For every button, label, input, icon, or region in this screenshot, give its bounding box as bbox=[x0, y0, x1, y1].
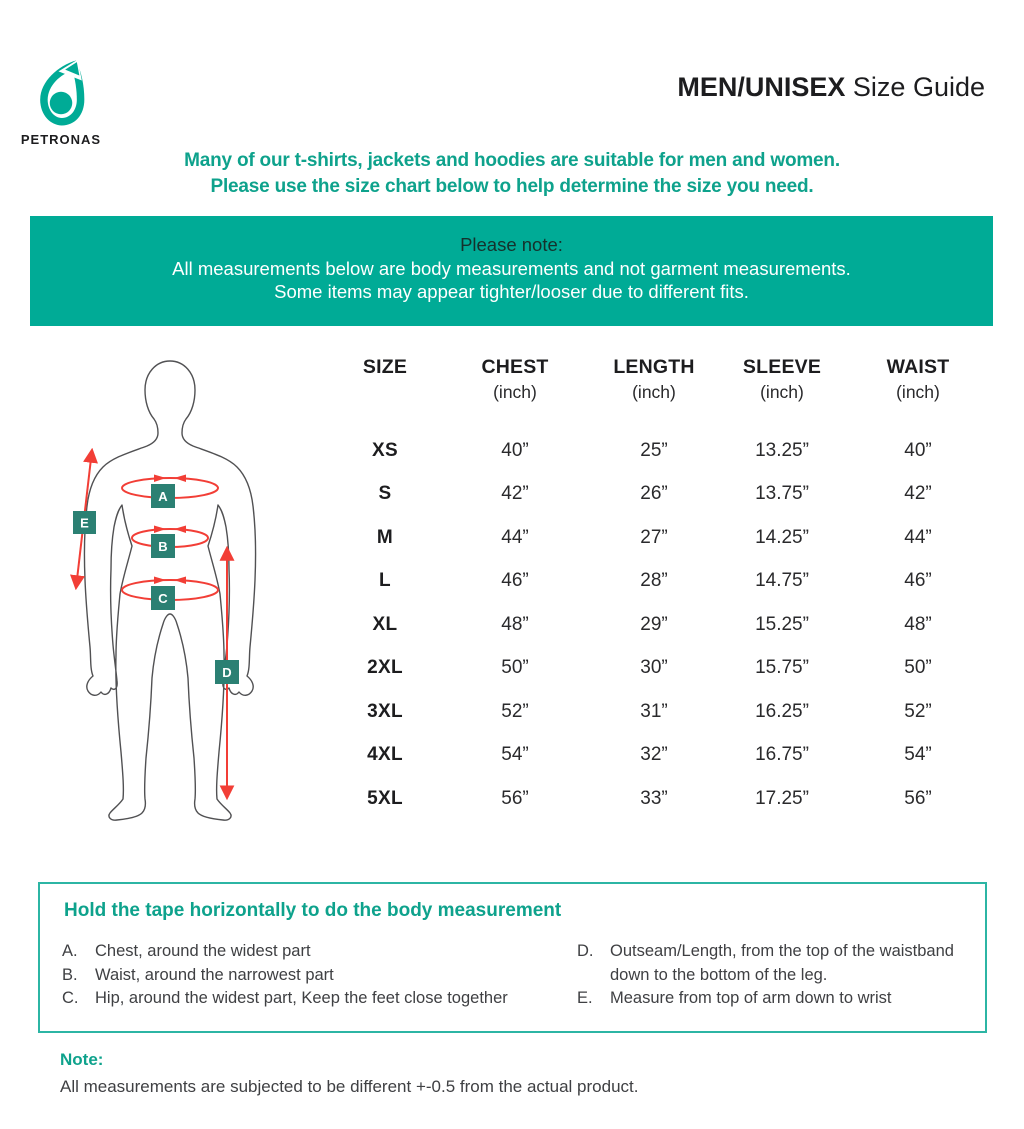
size-cell: 2XL bbox=[367, 657, 403, 679]
page-title bbox=[677, 72, 985, 103]
sleeve-cell: 15.25” bbox=[755, 613, 809, 635]
header-length: LENGTH (inch) bbox=[613, 356, 695, 402]
size-cell: 3XL bbox=[367, 700, 403, 722]
instructions-left-column bbox=[62, 940, 542, 1011]
instruction-item-c: C. Hip, around the widest part, Keep the feet close together bbox=[62, 989, 508, 1007]
length-cell: 27” bbox=[640, 526, 668, 548]
intro-line-2: Please use the size chart below to help determine the size you need. bbox=[210, 176, 814, 197]
length-cell: 25” bbox=[640, 439, 668, 461]
table-row bbox=[330, 560, 990, 604]
instruction-item-b: B. Waist, around the narrowest part bbox=[62, 965, 334, 984]
banner-line-2: Some items may appear tighter/looser due to different fits. bbox=[274, 281, 749, 302]
header-sleeve: SLEEVE (inch) bbox=[742, 356, 822, 402]
instructions-title: Hold the tape horizontally to do the body measurement bbox=[64, 900, 562, 921]
sleeve-cell: 13.75” bbox=[755, 483, 809, 505]
label-c: C bbox=[158, 591, 168, 606]
sleeve-cell: 15.75” bbox=[755, 657, 809, 679]
sleeve-cell: 17.25” bbox=[755, 787, 809, 809]
waist-cell: 56” bbox=[904, 787, 932, 809]
length-cell: 28” bbox=[640, 570, 668, 592]
banner-title: Please note: bbox=[460, 234, 563, 255]
waist-cell: 50” bbox=[904, 657, 932, 679]
sleeve-cell: 16.25” bbox=[755, 700, 809, 722]
chest-cell: 52” bbox=[501, 700, 529, 722]
table-row bbox=[330, 777, 990, 821]
waist-cell: 44” bbox=[904, 526, 932, 548]
petronas-wordmark: PETRONAS bbox=[20, 132, 102, 147]
chest-cell: 56” bbox=[501, 787, 529, 809]
sleeve-cell: 14.25” bbox=[755, 526, 809, 548]
page-title-regular: Size Guide bbox=[845, 72, 985, 102]
table-row bbox=[330, 690, 990, 734]
label-d: D bbox=[222, 665, 232, 680]
chest-cell: 40” bbox=[501, 439, 529, 461]
page-title-bold: MEN/UNISEX bbox=[677, 72, 846, 102]
size-cell: 4XL bbox=[367, 744, 403, 766]
intro-line-1: Many of our t-shirts, jackets and hoodies are suitable for men and women. bbox=[184, 150, 840, 171]
chest-cell: 54” bbox=[501, 744, 529, 766]
chest-cell: 50” bbox=[501, 657, 529, 679]
label-a: A bbox=[158, 489, 168, 504]
header-size: SIZE bbox=[362, 356, 408, 378]
length-cell: 32” bbox=[640, 744, 668, 766]
sleeve-cell: 16.75” bbox=[755, 744, 809, 766]
header-chest: CHEST (inch) bbox=[481, 356, 549, 402]
waist-cell: 42” bbox=[904, 483, 932, 505]
length-cell: 30” bbox=[640, 657, 668, 679]
length-cell: 26” bbox=[640, 483, 668, 505]
waist-cell: 46” bbox=[904, 570, 932, 592]
waist-cell: 52” bbox=[904, 700, 932, 722]
size-cell: M bbox=[376, 526, 394, 548]
table-row bbox=[330, 473, 990, 517]
petronas-drop-icon bbox=[30, 58, 92, 128]
please-note-banner bbox=[30, 216, 993, 326]
chest-cell: 42” bbox=[501, 483, 529, 505]
banner-line-1: All measurements below are body measurements and not garment measurements. bbox=[172, 257, 851, 279]
size-cell: 5XL bbox=[367, 787, 403, 809]
petronas-logo bbox=[18, 58, 104, 147]
length-cell: 33” bbox=[640, 787, 668, 809]
table-row bbox=[330, 603, 990, 647]
note-label: Note: bbox=[60, 1050, 104, 1069]
header-waist: WAIST (inch) bbox=[886, 356, 950, 402]
waist-cell: 54” bbox=[904, 744, 932, 766]
note-text: All measurements are subjected to be different +-0.5 from the actual product. bbox=[60, 1077, 639, 1096]
label-e: E bbox=[80, 515, 89, 531]
instruction-item-e: E. Measure from top of arm down to wrist bbox=[577, 989, 892, 1007]
chest-cell: 48” bbox=[501, 613, 529, 635]
size-table-rows bbox=[330, 429, 990, 821]
sleeve-cell: 14.75” bbox=[755, 570, 809, 592]
size-cell: L bbox=[379, 570, 391, 592]
bottom-note bbox=[60, 1046, 638, 1100]
size-cell: XL bbox=[372, 613, 398, 635]
table-row bbox=[330, 429, 990, 473]
table-row bbox=[330, 647, 990, 691]
instruction-item-d: D. Outseam/Length, from the top of the waistband down to the bottom of the leg. bbox=[577, 942, 954, 984]
size-table bbox=[330, 356, 990, 821]
instruction-item-a: A. Chest, around the widest part bbox=[62, 942, 311, 960]
waist-cell: 40” bbox=[904, 439, 932, 461]
label-b: B bbox=[158, 539, 168, 554]
table-row bbox=[330, 734, 990, 778]
size-cell: XS bbox=[372, 439, 398, 461]
chest-cell: 46” bbox=[501, 570, 529, 592]
instructions-box bbox=[38, 882, 987, 1033]
chest-cell: 44” bbox=[501, 526, 529, 548]
sleeve-cell: 13.25” bbox=[755, 439, 809, 461]
length-cell: 31” bbox=[640, 700, 668, 722]
size-cell: S bbox=[378, 483, 392, 505]
size-table-header bbox=[330, 356, 990, 403]
instructions-right-column bbox=[577, 940, 969, 1011]
table-row bbox=[330, 516, 990, 560]
waist-cell: 48” bbox=[904, 613, 932, 635]
length-cell: 29” bbox=[640, 613, 668, 635]
intro-text bbox=[0, 148, 1024, 200]
body-measurement-diagram bbox=[55, 358, 320, 838]
